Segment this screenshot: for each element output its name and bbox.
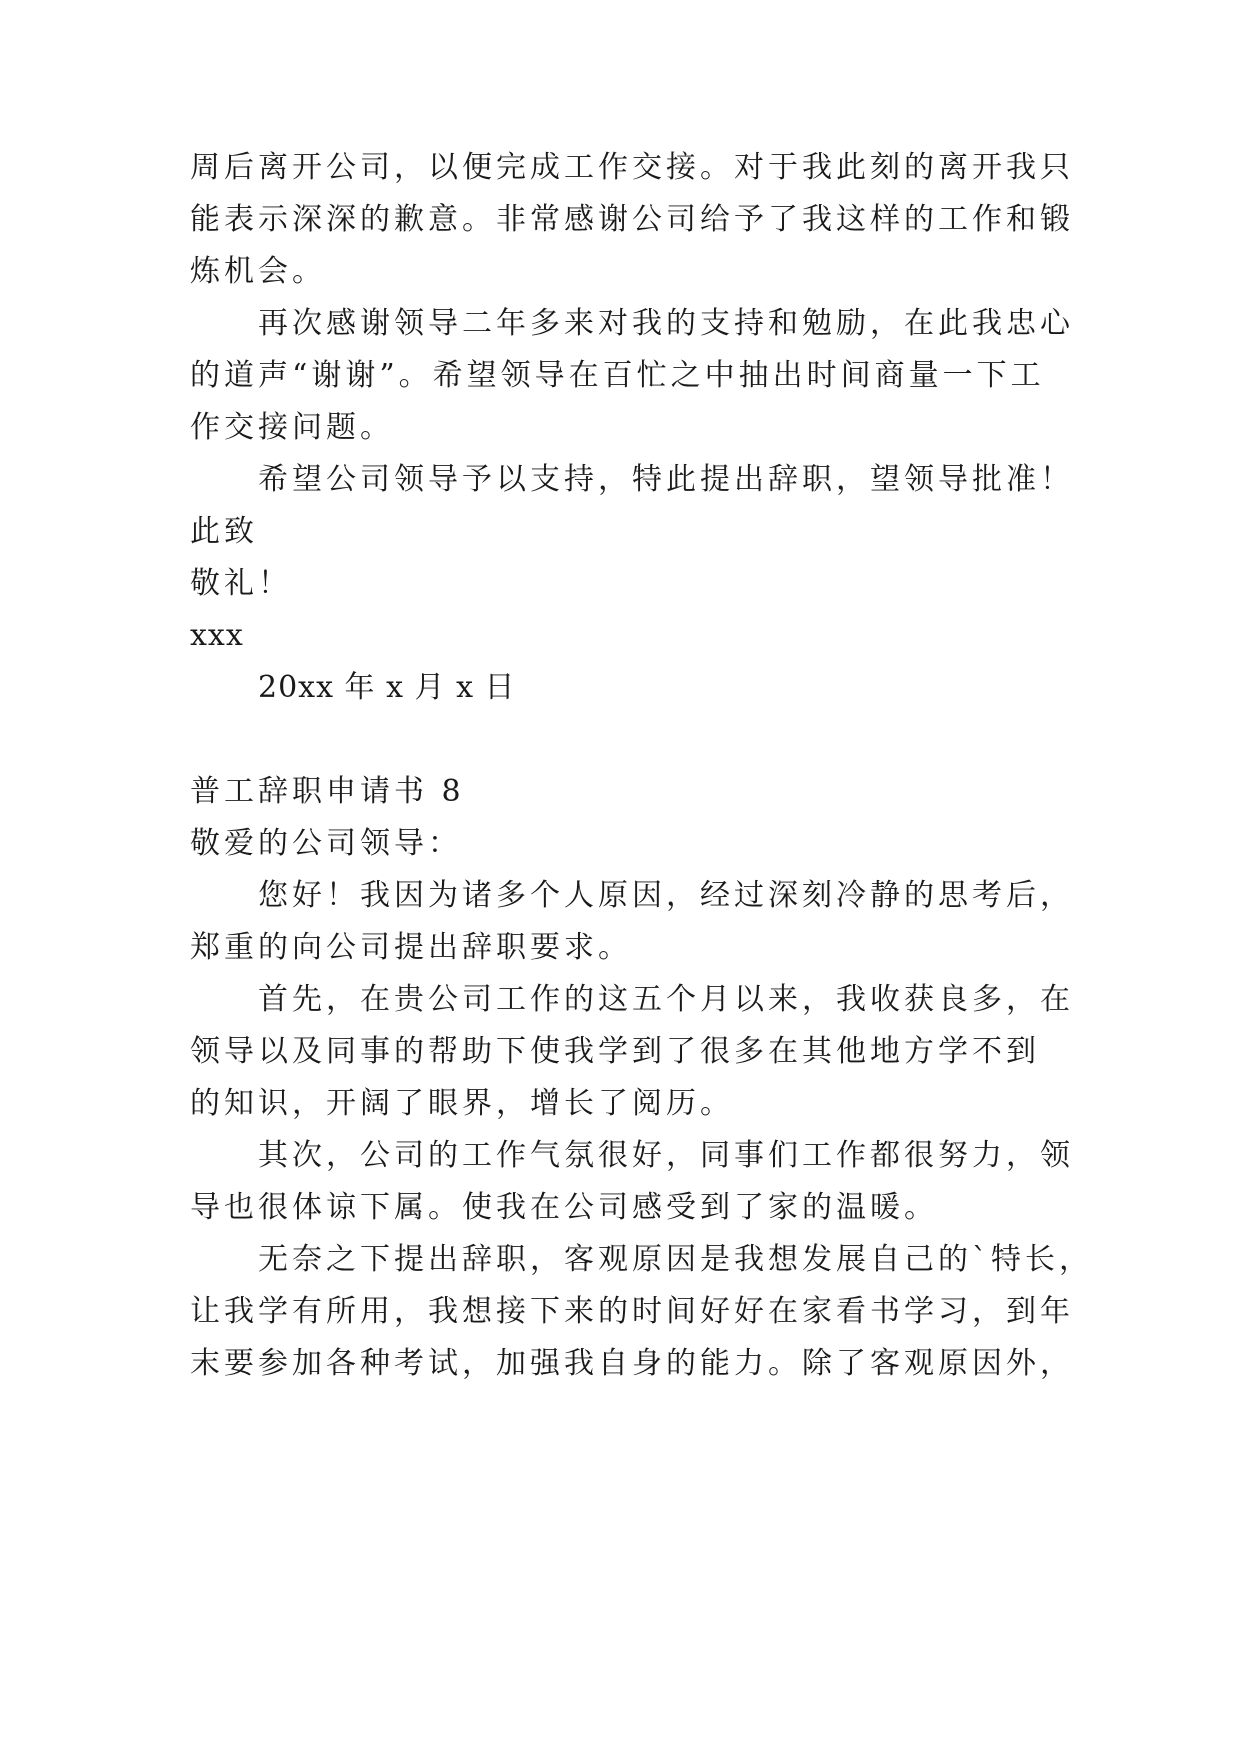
closing-text: 此致 [190, 514, 258, 549]
body-text-line: 其次，公司的工作气氛很好，同事们工作都很努力，领 [258, 1138, 1074, 1173]
body-text-line: 让我学有所用，我想接下来的时间好好在家看书学习，到年 [190, 1294, 1074, 1329]
body-text-line: 周后离开公司，以便完成工作交接。对于我此刻的离开我只 [190, 150, 1074, 185]
body-text-line: 炼机会。 [190, 254, 326, 289]
body-text-line: 导也很体谅下属。使我在公司感受到了家的温暖。 [190, 1190, 938, 1225]
body-text-line: 郑重的向公司提出辞职要求。 [190, 930, 632, 965]
body-text-line: 的知识，开阔了眼界，增长了阅历。 [190, 1086, 734, 1121]
date: 20xx 年 x 月 x 日 [258, 670, 516, 705]
body-text-line: 希望公司领导予以支持，特此提出辞职，望领导批准！ [258, 462, 1074, 497]
body-text-line: 再次感谢领导二年多来对我的支持和勉励，在此我忠心 [258, 306, 1074, 341]
body-text-line: 首先，在贵公司工作的这五个月以来，我收获良多，在 [258, 982, 1074, 1017]
body-text-line: 无奈之下提出辞职，客观原因是我想发展自己的`特长， [258, 1242, 1093, 1277]
closing-text: 敬礼！ [190, 566, 292, 601]
body-text-line: 末要参加各种考试，加强我自身的能力。除了客观原因外， [190, 1346, 1074, 1381]
body-text-line: 您好！我因为诸多个人原因，经过深刻冷静的思考后， [258, 878, 1074, 913]
salutation: 敬爱的公司领导： [190, 826, 462, 861]
signature: xxx [190, 618, 244, 653]
body-text-line: 能表示深深的歉意。非常感谢公司给予了我这样的工作和锻 [190, 202, 1074, 237]
body-text-line: 领导以及同事的帮助下使我学到了很多在其他地方学不到 [190, 1034, 1040, 1069]
body-text-line: 作交接问题。 [190, 410, 394, 445]
section-title: 普工辞职申请书 8 [190, 774, 465, 809]
body-text-line: 的道声“谢谢”。希望领导在百忙之中抽出时间商量一下工 [190, 358, 1045, 393]
